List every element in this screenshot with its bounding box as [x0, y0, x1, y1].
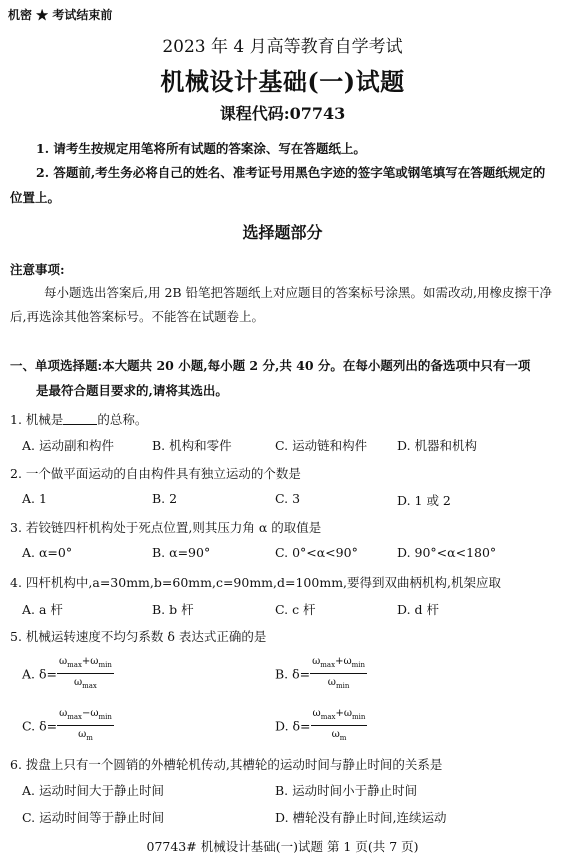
subscript: m	[339, 734, 347, 742]
part-heading	[10, 353, 555, 403]
q5-option-d	[275, 707, 367, 745]
q5-c-numerator: $\omega_{max}-\omega_{min}$	[57, 707, 114, 726]
q3-option-b: B. α=90°	[152, 545, 211, 560]
question-1-pre: 1. 机械是	[10, 412, 64, 427]
part-heading-line1: 一、单项选择题:本大题共 20 小题,每小题 2 分,共 40 分。在每小题列出的备选项中只有一项	[10, 358, 531, 373]
q5-c-label: C. δ=	[22, 718, 58, 734]
q1-option-b: B. 机构和零件	[152, 438, 232, 453]
q4-option-b: B. b 杆	[152, 602, 194, 617]
q3-option-a: A. α=0°	[22, 545, 73, 560]
q5-option-c	[22, 707, 114, 745]
question-1-stem	[10, 410, 147, 428]
q3-option-d: D. 90°<α<180°	[397, 545, 497, 560]
answer-blank	[63, 412, 97, 425]
subscript: max	[67, 661, 82, 669]
q5-b-label: B. δ=	[275, 666, 311, 682]
confidential-label: 机密 ★ 考试结束前	[8, 8, 113, 22]
question-5-stem: 5. 机械运转速度不均匀系数 δ 表达式正确的是	[10, 629, 267, 644]
q1-option-c: C. 运动链和构件	[275, 438, 368, 453]
q6-option-a: A. 运动时间大于静止时间	[22, 783, 164, 798]
subscript: min	[352, 713, 366, 721]
subscript: max	[320, 661, 336, 669]
question-4-stem: 4. 四杆机构中,a=30mm,b=60mm,c=90mm,d=100mm,要得到双曲柄机构,机架应取	[10, 575, 501, 590]
attention-text: 每小题选出答案后,用 2B 铅笔把答题纸上对应题目的答案标号涂黑。如需改动,用橡皮擦干净后,再选涂其他答案标号。不能答在试题卷上。	[10, 285, 553, 324]
q3-option-c: C. 0°<α<90°	[275, 545, 358, 560]
course-code: 课程代码:07743	[219, 104, 346, 123]
paper-title: 机械设计基础(一)试题	[160, 67, 405, 96]
page-footer: 07743# 机械设计基础(一)试题 第 1 页(共 7 页)	[146, 839, 419, 854]
q5-b-fraction	[310, 655, 367, 693]
exam-title: 2023 年 4 月高等教育自学考试	[162, 37, 403, 57]
question-3-stem: 3. 若铰链四杆机构处于死点位置,则其压力角 α 的取值是	[10, 520, 322, 535]
notice-2: 2. 答题前,考生务必将自己的姓名、准考证号用黑色字迹的签字笔或钢笔填写在答题纸规定的位置上。	[10, 165, 546, 205]
subscript: min	[98, 661, 112, 669]
subscript: min	[335, 682, 350, 690]
q5-d-label: D. δ=	[275, 718, 311, 734]
q4-option-a: A. a 杆	[22, 602, 63, 617]
q5-option-a	[22, 655, 114, 693]
part-heading-line2: 是最符合题目要求的,请将其选出。	[36, 383, 228, 398]
q2-option-b: B. 2	[152, 491, 178, 506]
q1-option-a: A. 运动副和构件	[22, 438, 114, 453]
q6-option-c: C. 运动时间等于静止时间	[22, 810, 165, 825]
q5-c-fraction	[57, 707, 114, 745]
subscript: max	[82, 682, 97, 690]
q5-d-fraction	[311, 707, 368, 745]
q5-d-numerator: $\omega_{max}+\omega_{min}$	[311, 707, 368, 726]
notice-1: 1. 请考生按规定用笔将所有试题的答案涂、写在答题纸上。	[36, 141, 366, 156]
q6-option-b: B. 运动时间小于静止时间	[275, 783, 418, 798]
q5-b-denominator: $\omega_{min}$	[327, 677, 350, 690]
question-6-stem: 6. 拨盘上只有一个圆销的外槽轮机传动,其槽轮的运动时间与静止时间的关系是	[10, 757, 443, 772]
q6-option-d: D. 槽轮没有静止时间,连续运动	[275, 810, 447, 825]
q5-option-b	[275, 655, 367, 693]
subscript: max	[67, 713, 82, 721]
q5-a-fraction	[57, 655, 114, 693]
q4-option-d: D. d 杆	[397, 602, 439, 617]
subscript: min	[98, 713, 112, 721]
attention-label: 注意事项:	[10, 262, 65, 277]
q5-a-numerator: $\omega_{max}+\omega_{min}$	[57, 655, 114, 674]
q2-option-d: D. 1 或 2	[397, 493, 451, 508]
section-title: 选择题部分	[242, 223, 323, 242]
subscript: m	[86, 734, 93, 742]
q5-b-numerator: $\omega_{max}+\omega_{min}$	[310, 655, 367, 674]
q5-a-label: A. δ=	[22, 666, 57, 682]
q2-option-a: A. 1	[22, 491, 47, 506]
q4-option-c: C. c 杆	[275, 602, 316, 617]
q5-a-denominator: $\omega_{max}$	[73, 677, 97, 690]
subscript: max	[320, 713, 336, 721]
question-1-post: 的总称。	[97, 412, 148, 427]
q1-option-d: D. 机器和机构	[397, 438, 478, 453]
q5-c-denominator: $\omega_m$	[78, 729, 93, 742]
question-2-stem: 2. 一个做平面运动的自由构件具有独立运动的个数是	[10, 466, 301, 481]
subscript: min	[351, 661, 365, 669]
q5-d-denominator: $\omega_m$	[331, 729, 347, 742]
q2-option-c: C. 3	[275, 491, 301, 506]
